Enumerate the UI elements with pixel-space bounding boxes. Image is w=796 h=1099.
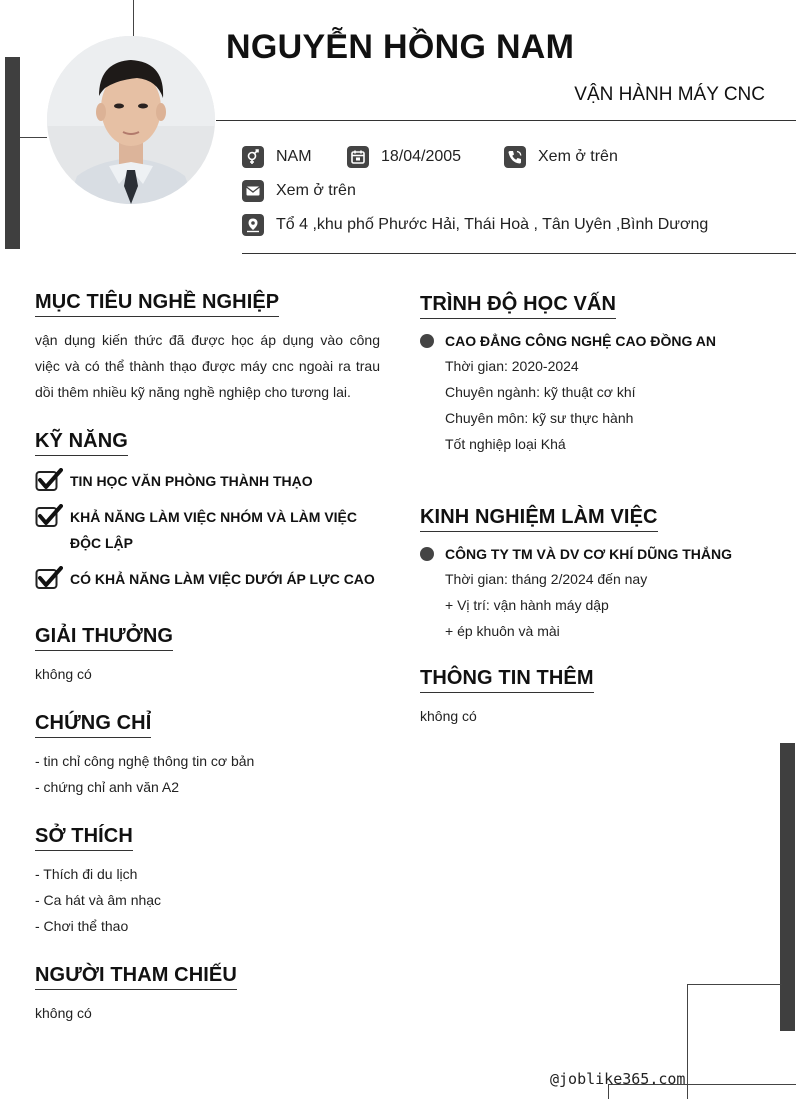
email-info bbox=[242, 180, 356, 202]
hobby-item: - Chơi thể thao bbox=[35, 918, 129, 934]
decorative-bar-left bbox=[5, 57, 20, 249]
experience-line: Thời gian: tháng 2/2024 đến nay bbox=[445, 571, 648, 587]
additional-info-title: THÔNG TIN THÊM bbox=[420, 667, 594, 693]
candidate-name: NGUYỄN HỒNG NAM bbox=[226, 28, 575, 66]
certificates-title: CHỨNG CHỈ bbox=[35, 712, 151, 738]
gender-icon bbox=[242, 146, 264, 168]
decorative-line-top bbox=[133, 0, 134, 36]
location-pin-icon bbox=[242, 214, 264, 236]
hobbies-section bbox=[35, 825, 380, 939]
bullet-dot-icon bbox=[420, 547, 434, 561]
additional-info-text: không có bbox=[420, 708, 477, 724]
certificate-item: - tin chỉ công nghệ thông tin cơ bản bbox=[35, 753, 255, 769]
hobby-item: - Thích đi du lịch bbox=[35, 866, 138, 882]
references-title: NGƯỜI THAM CHIẾU bbox=[35, 964, 237, 990]
header-divider bbox=[216, 120, 796, 121]
email-icon bbox=[242, 180, 264, 202]
objective-title: MỤC TIÊU NGHỀ NGHIỆP bbox=[35, 291, 279, 317]
company-name: CÔNG TY TM VÀ DV CƠ KHÍ DŨNG THẮNG bbox=[445, 546, 733, 562]
email-value: Xem ở trên bbox=[276, 182, 356, 199]
gender-value: NAM bbox=[276, 148, 312, 165]
experience-line: + ép khuôn và mài bbox=[445, 623, 560, 639]
header-divider-bottom bbox=[242, 253, 796, 254]
birthdate-info bbox=[347, 146, 504, 168]
experience-line: + Vị trí: vận hành máy dập bbox=[445, 597, 609, 613]
education-line: Chuyên ngành: kỹ thuật cơ khí bbox=[445, 384, 636, 400]
experience-title: KINH NGHIỆM LÀM VIỆC bbox=[420, 506, 658, 532]
certificates-section bbox=[35, 712, 380, 800]
job-title: VẬN HÀNH MÁY CNC bbox=[574, 84, 765, 105]
birthdate-value: 18/04/2005 bbox=[381, 148, 462, 165]
hobby-item: - Ca hát và âm nhạc bbox=[35, 892, 162, 908]
education-line: Thời gian: 2020-2024 bbox=[445, 358, 579, 374]
watermark-text: @joblike365.com bbox=[550, 1070, 686, 1088]
experience-entry bbox=[420, 542, 780, 644]
skill-item bbox=[35, 468, 380, 494]
certificate-item: - chứng chỉ anh văn A2 bbox=[35, 779, 180, 795]
education-title: TRÌNH ĐỘ HỌC VẤN bbox=[420, 293, 616, 319]
bullet-dot-icon bbox=[420, 334, 434, 348]
references-section bbox=[35, 964, 380, 1026]
gender-info bbox=[242, 146, 347, 168]
skill-item bbox=[35, 566, 380, 592]
objective-section bbox=[35, 291, 380, 405]
decorative-line-left bbox=[20, 137, 47, 138]
checkbox-checked-icon bbox=[35, 566, 63, 590]
education-line: Chuyên môn: kỹ sư thực hành bbox=[445, 410, 634, 426]
skill-label: TIN HỌC VĂN PHÒNG THÀNH THẠO bbox=[70, 473, 313, 489]
skill-item bbox=[35, 504, 380, 556]
education-entry bbox=[420, 329, 780, 457]
address-info bbox=[242, 214, 708, 236]
experience-section bbox=[420, 506, 780, 644]
skill-label: CÓ KHẢ NĂNG LÀM VIỆC DƯỚI ÁP LỰC CAO bbox=[70, 571, 375, 587]
skill-label: KHẢ NĂNG LÀM VIỆC NHÓM VÀ LÀM VIỆC ĐỘC LẬP bbox=[70, 509, 357, 551]
info-row-email bbox=[242, 180, 356, 202]
awards-text: không có bbox=[35, 666, 92, 682]
objective-text: vận dụng kiến thức đã được học áp dụng vào công việc và có thể thành thạo được máy cnc ngoài ra trau dồi thêm nhiều kỹ năng nghề nghiệp cho tương lai. bbox=[35, 332, 380, 400]
calendar-icon bbox=[347, 146, 369, 168]
skills-title: KỸ NĂNG bbox=[35, 430, 128, 456]
checkbox-checked-icon bbox=[35, 504, 63, 528]
decorative-bar-right bbox=[780, 743, 795, 1031]
hobbies-title: SỞ THÍCH bbox=[35, 825, 133, 851]
school-name: CAO ĐẲNG CÔNG NGHỆ CAO ĐỒNG AN bbox=[445, 333, 716, 349]
additional-info-section bbox=[420, 667, 780, 729]
education-line: Tốt nghiệp loại Khá bbox=[445, 436, 566, 452]
education-section bbox=[420, 293, 780, 457]
awards-section bbox=[35, 625, 380, 687]
decorative-frame-bottom-right bbox=[687, 984, 782, 1099]
checkbox-checked-icon bbox=[35, 468, 63, 492]
avatar bbox=[47, 36, 215, 204]
phone-value: Xem ở trên bbox=[538, 148, 618, 165]
phone-info bbox=[504, 146, 618, 168]
skills-list bbox=[35, 468, 380, 592]
address-value: Tổ 4 ,khu phố Phước Hải, Thái Hoà , Tân Uyên ,Bình Dương bbox=[276, 216, 709, 233]
awards-title: GIẢI THƯỞNG bbox=[35, 625, 173, 651]
info-row-personal bbox=[242, 146, 618, 168]
skills-section bbox=[35, 430, 380, 602]
info-row-address bbox=[242, 214, 708, 236]
references-text: không có bbox=[35, 1005, 92, 1021]
phone-icon bbox=[504, 146, 526, 168]
